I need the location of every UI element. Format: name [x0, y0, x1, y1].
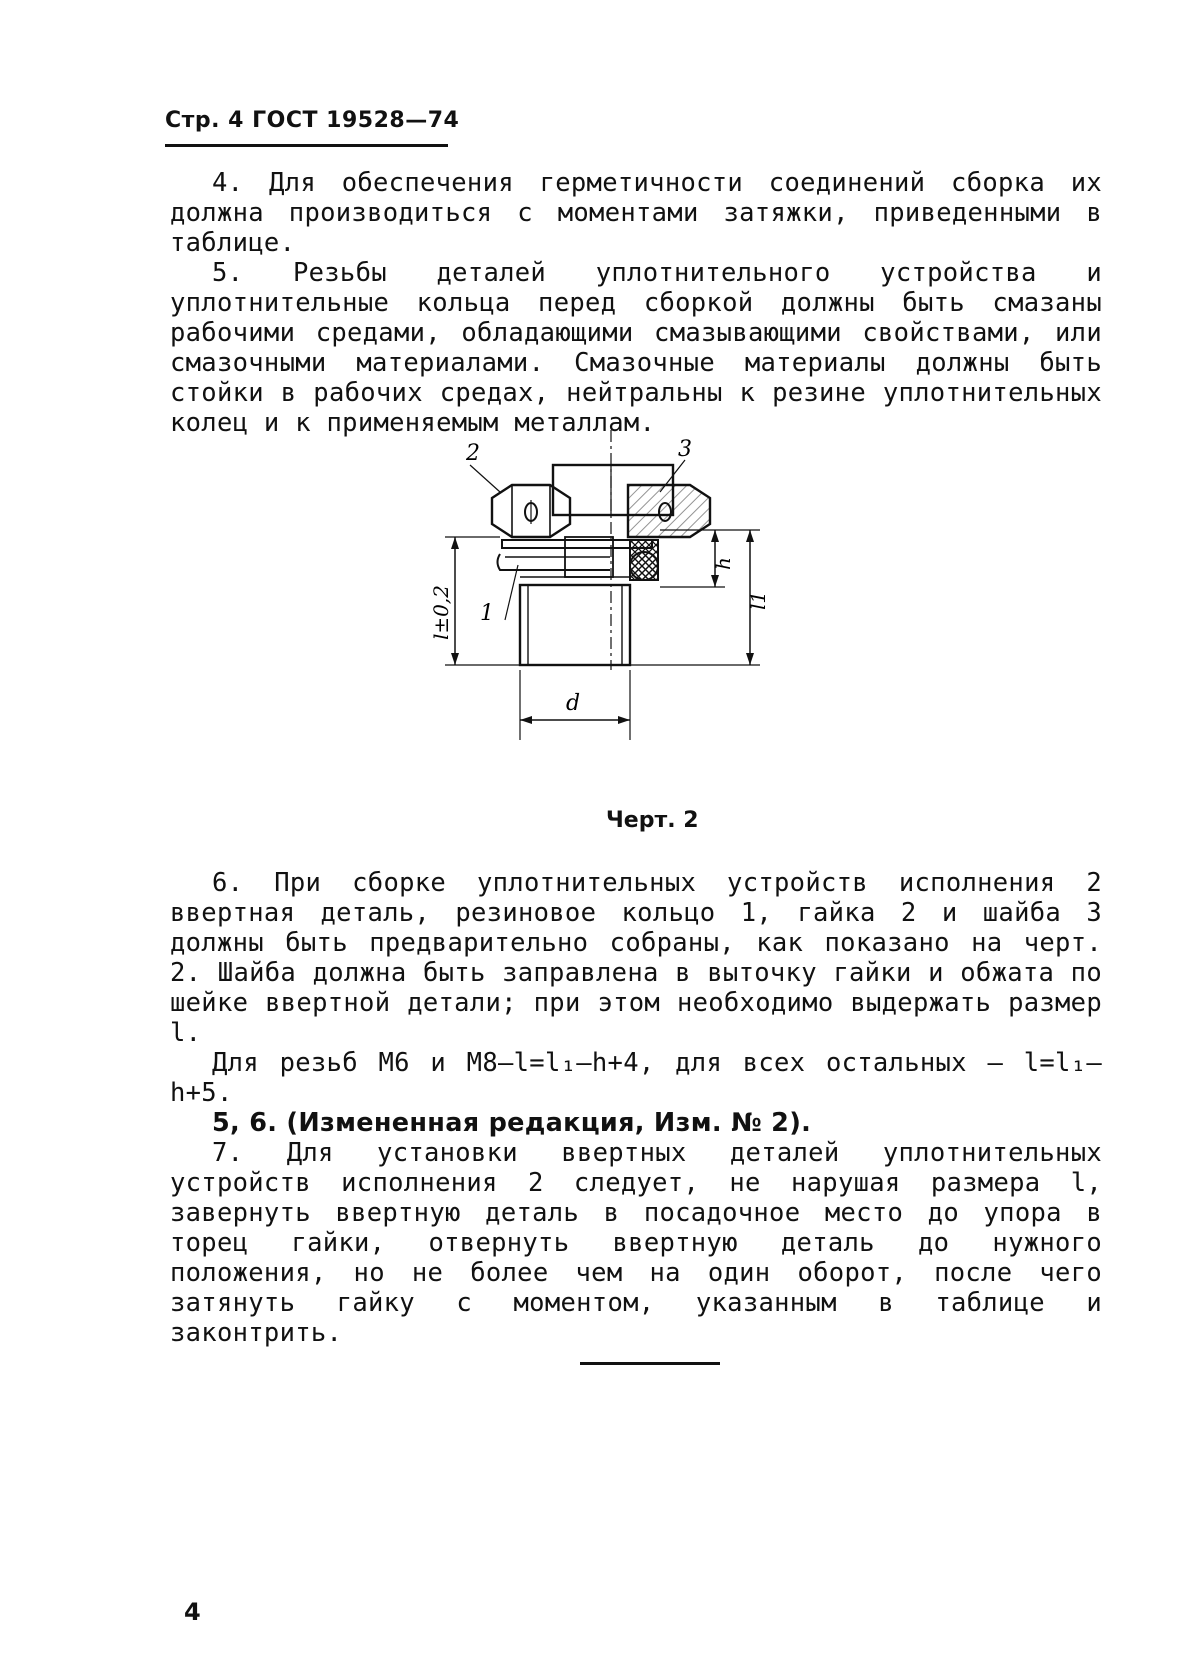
- dim-label-l1: l1: [746, 590, 770, 610]
- threaded-stud: [520, 585, 630, 665]
- paragraph-4: 4. Для обеспечения герметичности соединений сборка их должна производиться с моментами затяжки, приведенными в таблице.: [170, 168, 1102, 258]
- dim-label-l: l±0,2: [429, 585, 453, 640]
- amendment-note: 5, 6. (Измененная редакция, Изм. № 2).: [212, 1108, 812, 1138]
- page-number: 4: [184, 1598, 201, 1626]
- formula-paragraph: Для резьб М6 и М8—l=l₁—h+4, для всех остальных — l=l₁—h+5.: [170, 1048, 1102, 1108]
- paragraph-6: 6. При сборке уплотнительных устройств исполнения 2 ввертная деталь, резиновое кольцо 1, гайка 2 и шайба 3 должны быть предварительно собраны, как показано на черт. 2. Шайба должна быть заправлена в выточку гайки и обжата по шейке ввертной детали; при этом необходимо выдержать размер l.: [170, 868, 1102, 1048]
- running-header: Стр. 4 ГОСТ 19528—74: [165, 108, 460, 133]
- callout-1: 1: [480, 601, 494, 626]
- dim-label-h: h: [711, 557, 735, 570]
- text-section-bottom: [170, 868, 1102, 1348]
- header-rule: [165, 144, 448, 147]
- drawing-2: [429, 437, 820, 790]
- paragraph-5: 5. Резьбы деталей уплотнительного устройства и уплотнительные кольца перед сборкой должны быть смазаны рабочими средами, обладающими смазывающими свойствами, или смазочными материалами. Смазочные материалы должны быть стойки в рабочих средах, нейтральны к резине уплотнительных колец и к применяемым металлам.: [170, 258, 1102, 438]
- text-section-top: [170, 168, 1102, 438]
- rubber-ring-section: [630, 552, 658, 580]
- seal-assembly-drawing: [429, 437, 820, 790]
- callout-3: 3: [678, 437, 692, 462]
- dim-label-d: d: [566, 691, 581, 716]
- end-rule: [580, 1362, 720, 1365]
- figure-caption: Черт. 2: [606, 808, 699, 833]
- callout-2: 2: [466, 441, 480, 466]
- paragraph-7: 7. Для установки ввертных деталей уплотнительных устройств исполнения 2 следует, не нарушая размера l, завернуть ввертную деталь в посадочное место до упора в торец гайки, отвернуть ввертную деталь до нужного положения, но не более чем на один оборот, после чего затянуть гайку с моментом, указанным в таблице и законтрить.: [170, 1138, 1102, 1348]
